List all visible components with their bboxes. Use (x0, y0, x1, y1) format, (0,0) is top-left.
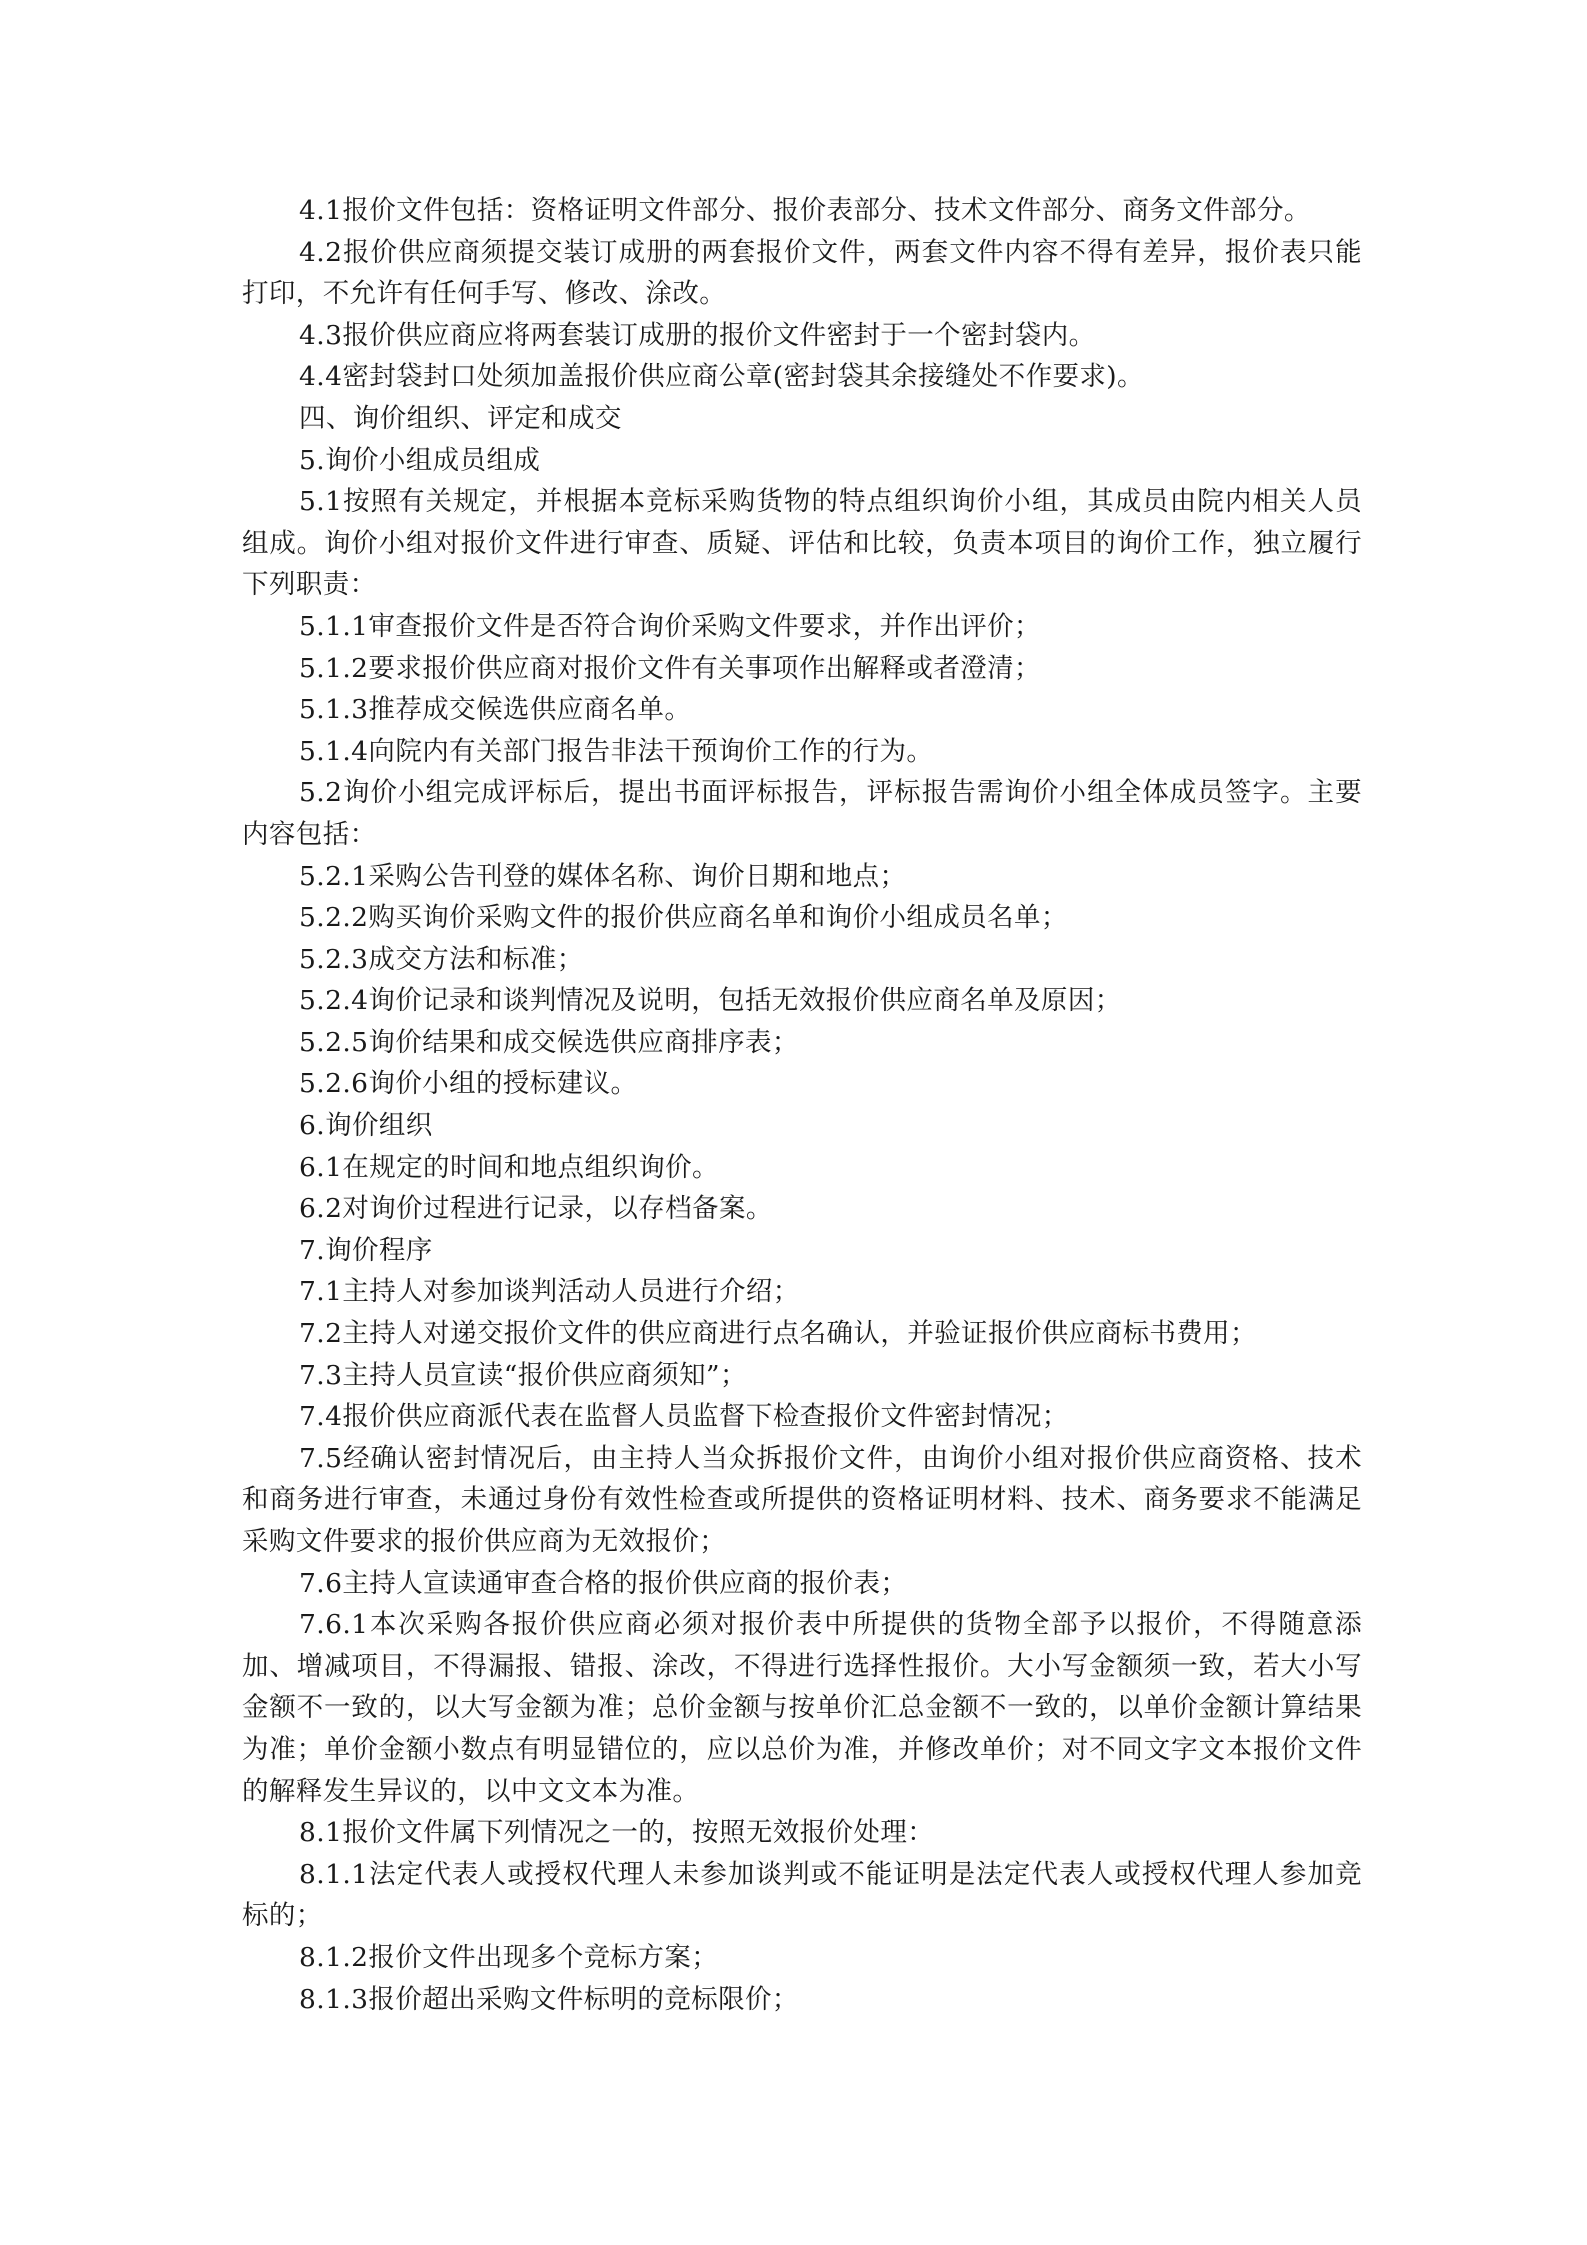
paragraph-5-2-3: 5.2.3成交方法和标准； (299, 943, 584, 975)
paragraph-7-4: 7.4报价供应商派代表在监督人员监督下检查报价文件密封情况； (299, 1401, 1069, 1433)
paragraph-5-1-1: 5.1.1审查报价文件是否符合询价采购文件要求，并作出评价； (299, 610, 1041, 642)
paragraph-6-2: 6.2对询价过程进行记录，以存档备案。 (299, 1193, 773, 1225)
heading-6: 6.询价组织 (299, 1110, 433, 1142)
paragraph-4-4: 4.4密封袋封口处须加盖报价供应商公章(密封袋其余接缝处不作要求)。 (299, 361, 1144, 393)
heading-7: 7.询价程序 (299, 1234, 433, 1266)
paragraph-6-1: 6.1在规定的时间和地点组织询价。 (299, 1151, 719, 1183)
paragraph-8-1: 8.1报价文件属下列情况之一的，按照无效报价处理： (299, 1817, 935, 1849)
paragraph-8-1-3: 8.1.3报价超出采购文件标明的竞标限价； (299, 1983, 799, 2015)
paragraph-4-2: 4.2报价供应商须提交装订成册的两套报价文件，两套文件内容不得有差异，报价表只能打印，不允许有任何手写、修改、涂改。 (242, 236, 1362, 310)
paragraph-5-1-2: 5.1.2要求报价供应商对报价文件有关事项作出解释或者澄清； (299, 652, 1041, 684)
paragraph-7-1: 7.1主持人对参加谈判活动人员进行介绍； (299, 1276, 800, 1308)
paragraph-8-1-1: 8.1.1法定代表人或授权代理人未参加谈判或不能证明是法定代表人或授权代理人参加竞标的； (242, 1858, 1362, 1932)
paragraph-5-2-6: 5.2.6询价小组的授标建议。 (299, 1068, 638, 1100)
paragraph-5-2-2: 5.2.2购买询价采购文件的报价供应商名单和询价小组成员名单； (299, 902, 1068, 934)
paragraph-7-6: 7.6主持人宣读通审查合格的报价供应商的报价表； (299, 1567, 908, 1599)
paragraph-5-2-1: 5.2.1采购公告刊登的媒体名称、询价日期和地点； (299, 860, 907, 892)
paragraph-7-5: 7.5经确认密封情况后，由主持人当众拆报价文件，由询价小组对报价供应商资格、技术和商务进行审查，未通过身份有效性检查或所提供的资格证明材料、技术、商务要求不能满足采购文件要求的报价供应商为无效报价； (242, 1442, 1362, 1557)
paragraph-5-1-4: 5.1.4向院内有关部门报告非法干预询价工作的行为。 (299, 735, 934, 767)
document-body (242, 190, 1362, 2020)
paragraph-7-6-1: 7.6.1本次采购各报价供应商必须对报价表中所提供的货物全部予以报价，不得随意添加、增减项目，不得漏报、错报、涂改，不得进行选择性报价。大小写金额须一致，若大小写金额不一致的，以大写金额为准；总价金额与按单价汇总金额不一致的，以单价金额计算结果为准；单价金额小数点有明显错位的，应以总价为准，并修改单价；对不同文字文本报价文件的解释发生异议的，以中文文本为准。 (242, 1609, 1362, 1807)
section-heading-4: 四、询价组织、评定和成交 (299, 402, 622, 434)
paragraph-5-1-3: 5.1.3推荐成交候选供应商名单。 (299, 694, 692, 726)
heading-5: 5.询价小组成员组成 (299, 444, 541, 476)
paragraph-4-3: 4.3报价供应商应将两套装订成册的报价文件密封于一个密封袋内。 (299, 319, 1096, 351)
paragraph-4-1: 4.1报价文件包括：资格证明文件部分、报价表部分、技术文件部分、商务文件部分。 (299, 195, 1311, 226)
paragraph-5-2-4: 5.2.4询价记录和谈判情况及说明，包括无效报价供应商名单及原因； (299, 985, 1122, 1017)
paragraph-5-1: 5.1按照有关规定，并根据本竞标采购货物的特点组织询价小组，其成员由院内相关人员组成。询价小组对报价文件进行审查、质疑、评估和比较，负责本项目的询价工作，独立履行下列职责： (242, 486, 1362, 601)
paragraph-7-2: 7.2主持人对递交报价文件的供应商进行点名确认，并验证报价供应商标书费用； (299, 1318, 1257, 1350)
paragraph-8-1-2: 8.1.2报价文件出现多个竞标方案； (299, 1941, 719, 1973)
paragraph-7-3: 7.3主持人员宣读“报价供应商须知”； (299, 1359, 747, 1391)
paragraph-5-2: 5.2询价小组完成评标后，提出书面评标报告，评标报告需询价小组全体成员签字。主要内容包括： (242, 777, 1362, 850)
paragraph-5-2-5: 5.2.5询价结果和成交候选供应商排序表； (299, 1026, 799, 1058)
